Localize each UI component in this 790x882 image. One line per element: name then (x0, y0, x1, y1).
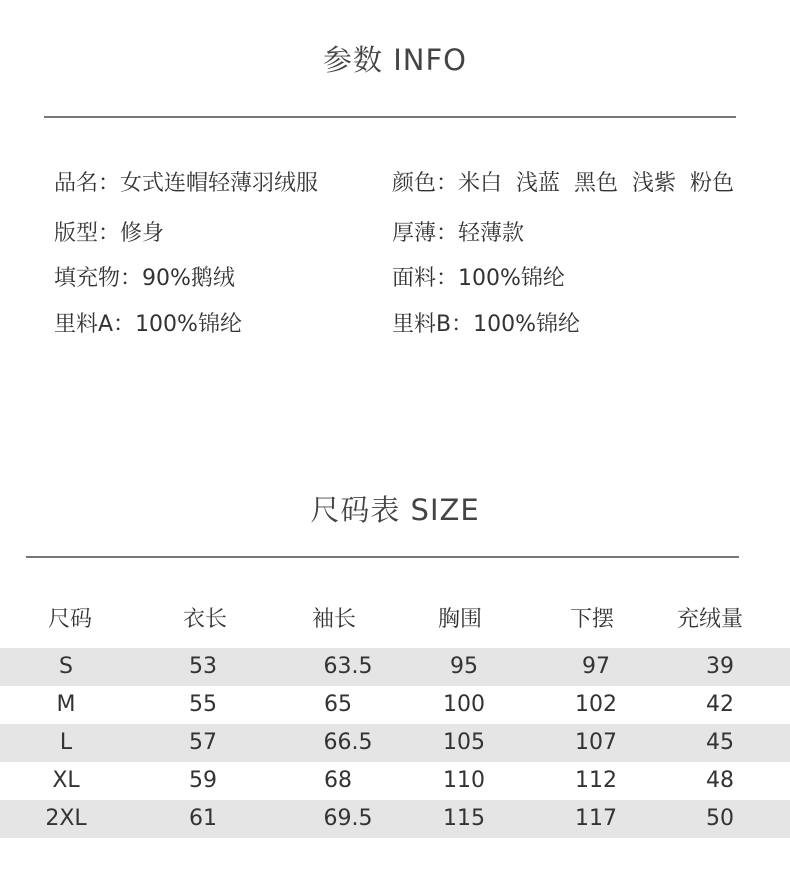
cell-length: 53 (189, 654, 217, 679)
cell-down-fill: 45 (706, 730, 734, 755)
cell-chest: 115 (443, 806, 485, 831)
cell-length: 61 (189, 806, 217, 831)
cell-hem: 107 (575, 730, 617, 755)
info-item-lining-b (392, 307, 580, 338)
info-label: 厚薄： (392, 221, 459, 246)
cell-sleeve: 68 (324, 768, 352, 793)
info-label: 颜色： (392, 171, 459, 196)
table-row (0, 648, 790, 686)
size-table-header (0, 600, 790, 640)
cell-size: S (59, 654, 73, 679)
header-cell-hem: 下摆 (569, 607, 614, 632)
info-item-fit (54, 216, 164, 247)
cell-sleeve: 66.5 (323, 730, 373, 755)
info-label: 填充物： (54, 266, 143, 291)
info-item-filling (54, 261, 235, 292)
info-value: 100%锦纶 (458, 266, 565, 291)
header-cell-sleeve: 袖长 (311, 607, 356, 632)
info-value: 90%鹅绒 (142, 266, 235, 291)
info-item-thickness (392, 216, 524, 247)
info-label: 版型： (54, 221, 121, 246)
cell-size: L (59, 730, 73, 755)
info-value: 米白 浅蓝 黑色 浅紫 粉色 (458, 171, 734, 196)
cell-sleeve: 65 (324, 692, 352, 717)
cell-down-fill: 39 (706, 654, 734, 679)
cell-down-fill: 50 (706, 806, 734, 831)
info-label: 里料B： (392, 312, 474, 337)
info-label: 里料A： (54, 312, 136, 337)
cell-size: XL (52, 768, 80, 793)
table-row (0, 762, 790, 800)
size-divider (26, 556, 739, 558)
info-item-color (392, 166, 734, 197)
table-row (0, 724, 790, 762)
info-divider (44, 116, 736, 118)
cell-hem: 117 (575, 806, 617, 831)
cell-chest: 105 (443, 730, 485, 755)
cell-sleeve: 69.5 (323, 806, 373, 831)
header-cell-length: 衣长 (182, 607, 227, 632)
cell-chest: 95 (450, 654, 478, 679)
cell-down-fill: 42 (706, 692, 734, 717)
cell-length: 55 (189, 692, 217, 717)
cell-length: 59 (189, 768, 217, 793)
header-cell-down-fill: 充绒量 (676, 607, 743, 632)
info-item-fabric (392, 261, 565, 292)
header-cell-size: 尺码 (47, 607, 92, 632)
info-value: 女式连帽轻薄羽绒服 (120, 171, 319, 196)
cell-hem: 102 (575, 692, 617, 717)
info-item-lining-a (54, 307, 242, 338)
info-label: 品名： (54, 171, 121, 196)
cell-sleeve: 63.5 (323, 654, 373, 679)
cell-size: M (56, 692, 76, 717)
info-value: 轻薄款 (458, 221, 525, 246)
cell-down-fill: 48 (706, 768, 734, 793)
size-section-title: 尺码表 SIZE (310, 493, 480, 527)
cell-hem: 112 (575, 768, 617, 793)
cell-chest: 110 (443, 768, 485, 793)
cell-length: 57 (189, 730, 217, 755)
info-value: 修身 (120, 221, 165, 246)
cell-chest: 100 (443, 692, 485, 717)
table-row (0, 800, 790, 838)
info-label: 面料： (392, 266, 459, 291)
cell-hem: 97 (582, 654, 610, 679)
info-value: 100%锦纶 (135, 312, 242, 337)
info-value: 100%锦纶 (473, 312, 580, 337)
cell-size: 2XL (45, 806, 87, 831)
header-cell-chest: 胸围 (437, 607, 482, 632)
info-section-title: 参数 INFO (323, 43, 467, 77)
table-row (0, 686, 790, 724)
info-item-name (54, 166, 318, 197)
